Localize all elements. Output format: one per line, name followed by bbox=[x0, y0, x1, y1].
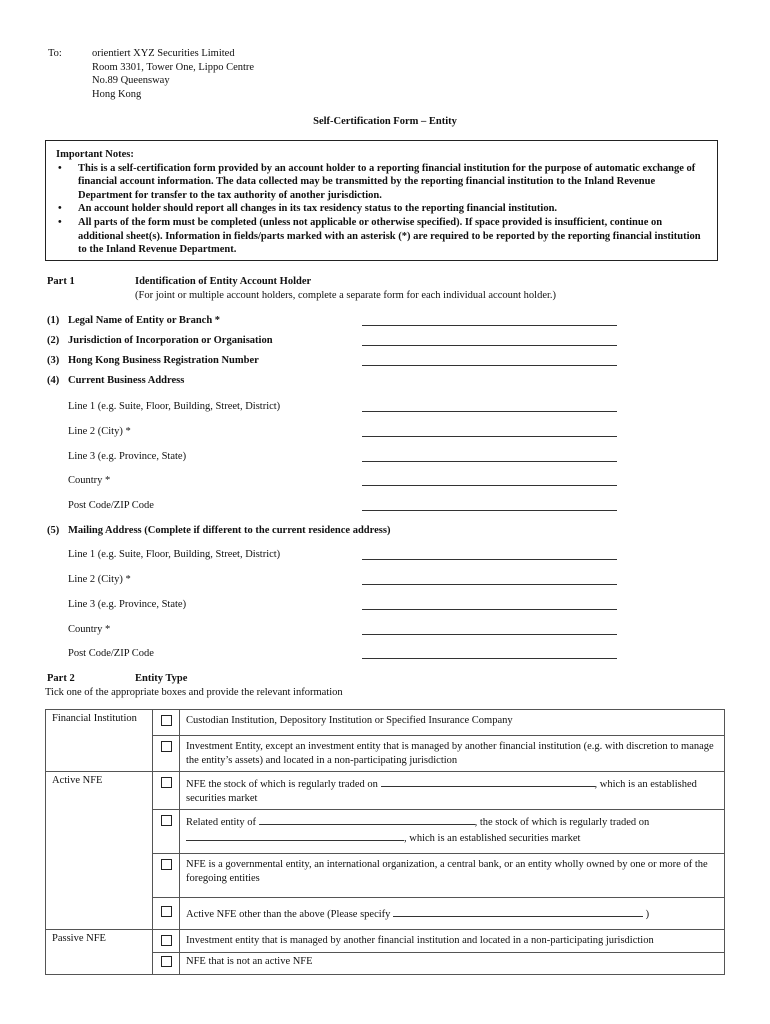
securities-market-input[interactable] bbox=[381, 776, 595, 787]
field-br-number-label: (3) Hong Kong Business Registration Number bbox=[47, 355, 259, 366]
field-mailing-address-label: (5) Mailing Address (Complete if different to the current residence address) bbox=[47, 525, 391, 536]
br-number-input[interactable] bbox=[362, 365, 617, 366]
checkbox-cell bbox=[153, 898, 180, 930]
field-legal-name-label: (1) Legal Name of Entity or Branch * bbox=[47, 315, 221, 326]
checkbox-related-entity[interactable] bbox=[161, 815, 172, 826]
related-entity-input[interactable] bbox=[259, 814, 475, 825]
checkbox-cell bbox=[153, 952, 180, 974]
field-jurisdiction-label: (2) Jurisdiction of Incorporation or Organisation bbox=[47, 335, 273, 346]
checkbox-cell bbox=[153, 736, 180, 772]
option-active-nfe-other: Active NFE other than the above (Please specify ) bbox=[180, 898, 725, 930]
notes-list bbox=[56, 162, 709, 257]
current-address-line3-input[interactable] bbox=[362, 461, 617, 462]
checkbox-cell bbox=[153, 930, 180, 953]
checkbox-cell bbox=[153, 810, 180, 854]
current-address-country-label: Country * bbox=[68, 475, 111, 486]
option-nfe-regularly-traded: NFE the stock of which is regularly traded on , which is an established securities market bbox=[180, 772, 725, 810]
recipient-address bbox=[92, 47, 254, 101]
address-line: orientiert XYZ Securities Limited bbox=[92, 48, 235, 59]
checkbox-custodian-institution[interactable] bbox=[161, 715, 172, 726]
mailing-address-line2-input[interactable] bbox=[362, 584, 617, 585]
checkbox-nfe-regularly-traded[interactable] bbox=[161, 777, 172, 788]
table-row bbox=[46, 930, 725, 953]
category-financial-institution: Financial Institution bbox=[46, 710, 153, 772]
option-related-entity: Related entity of , the stock of which is regularly traded on , which is an established securities market bbox=[180, 810, 725, 854]
part1-subtitle: (For joint or multiple account holders, complete a separate form for each individual account holder.) bbox=[135, 290, 557, 301]
to-label: To: bbox=[48, 48, 62, 59]
checkbox-not-active-nfe[interactable] bbox=[161, 956, 172, 967]
important-notes-box bbox=[45, 140, 718, 261]
entity-type-table bbox=[45, 709, 725, 975]
mailing-address-line3-label: Line 3 (e.g. Province, State) bbox=[68, 599, 187, 610]
checkbox-active-nfe-other[interactable] bbox=[161, 906, 172, 917]
checkbox-cell bbox=[153, 772, 180, 810]
mailing-address-line3-input[interactable] bbox=[362, 609, 617, 610]
current-address-line3-label: Line 3 (e.g. Province, State) bbox=[68, 451, 187, 462]
checkbox-investment-entity[interactable] bbox=[161, 741, 172, 752]
part1-title: Identification of Entity Account Holder bbox=[135, 276, 312, 287]
address-line: No.89 Queensway bbox=[92, 75, 170, 86]
mailing-address-country-input[interactable] bbox=[362, 634, 617, 635]
current-address-line1-label: Line 1 (e.g. Suite, Floor, Building, Street, District) bbox=[68, 401, 281, 412]
option-not-active-nfe: NFE that is not an active NFE bbox=[180, 952, 725, 974]
part2-number: Part 2 bbox=[47, 673, 75, 684]
jurisdiction-input[interactable] bbox=[362, 345, 617, 346]
category-passive-nfe: Passive NFE bbox=[46, 930, 153, 975]
current-address-country-input[interactable] bbox=[362, 485, 617, 486]
current-address-postcode-label: Post Code/ZIP Code bbox=[68, 500, 154, 511]
part2-title: Entity Type bbox=[135, 673, 188, 684]
mailing-address-postcode-label: Post Code/ZIP Code bbox=[68, 648, 154, 659]
field-current-address-label: (4) Current Business Address bbox=[47, 375, 185, 386]
checkbox-cell bbox=[153, 710, 180, 736]
checkbox-governmental-entity[interactable] bbox=[161, 859, 172, 870]
option-governmental-entity: NFE is a governmental entity, an international organization, a central bank, or an entity wholly owned by one or more of the foregoing entities bbox=[180, 854, 725, 898]
mailing-address-country-label: Country * bbox=[68, 624, 111, 635]
option-custodian-institution: Custodian Institution, Depository Institution or Specified Insurance Company bbox=[180, 710, 725, 736]
option-investment-entity: Investment Entity, except an investment entity that is managed by another financial institution (e.g. with discretion to manage the entity’s assets) and located in a non-participating jurisdiction bbox=[180, 736, 725, 772]
current-address-line2-input[interactable] bbox=[362, 436, 617, 437]
form-title: Self-Certification Form – Entity bbox=[313, 116, 457, 127]
active-nfe-specify-input[interactable] bbox=[393, 906, 643, 917]
part1-number: Part 1 bbox=[47, 276, 75, 287]
category-active-nfe: Active NFE bbox=[46, 772, 153, 930]
mailing-address-line2-label: Line 2 (City) * bbox=[68, 574, 131, 585]
note-item: • All parts of the form must be completed (unless not applicable or otherwise specified). If space provided is insufficient, continue on additional sheet(s). Information in fields/parts marked with an asterisk (*) are required to be reported by the reporting financial institution to the Inland Revenue Department. bbox=[56, 216, 709, 257]
notes-heading: Important Notes: bbox=[56, 149, 134, 160]
table-row bbox=[46, 710, 725, 736]
table-row bbox=[46, 772, 725, 810]
part2-instruction: Tick one of the appropriate boxes and provide the relevant information bbox=[45, 687, 343, 698]
current-address-line2-label: Line 2 (City) * bbox=[68, 426, 131, 437]
current-address-line1-input[interactable] bbox=[362, 411, 617, 412]
option-managed-investment-entity: Investment entity that is managed by another financial institution and located in a non-participating jurisdiction bbox=[180, 930, 725, 953]
address-line: Hong Kong bbox=[92, 88, 142, 100]
note-item: • This is a self-certification form provided by an account holder to a reporting financial institution for the purpose of automatic exchange of financial account information. The data collected may be transmitted by the reporting financial institution to the Inland Revenue Department for transfer to the tax authority of another jurisdiction. bbox=[56, 162, 709, 203]
related-market-input[interactable] bbox=[186, 830, 404, 841]
current-address-postcode-input[interactable] bbox=[362, 510, 617, 511]
address-line: Room 3301, Tower One, Lippo Centre bbox=[92, 61, 255, 73]
legal-name-input[interactable] bbox=[362, 325, 617, 326]
mailing-address-postcode-input[interactable] bbox=[362, 658, 617, 659]
checkbox-managed-investment-entity[interactable] bbox=[161, 935, 172, 946]
mailing-address-line1-label: Line 1 (e.g. Suite, Floor, Building, Street, District) bbox=[68, 549, 281, 560]
note-item: • An account holder should report all changes in its tax residency status to the reporting financial institution. bbox=[56, 202, 709, 216]
checkbox-cell bbox=[153, 854, 180, 898]
mailing-address-line1-input[interactable] bbox=[362, 559, 617, 560]
